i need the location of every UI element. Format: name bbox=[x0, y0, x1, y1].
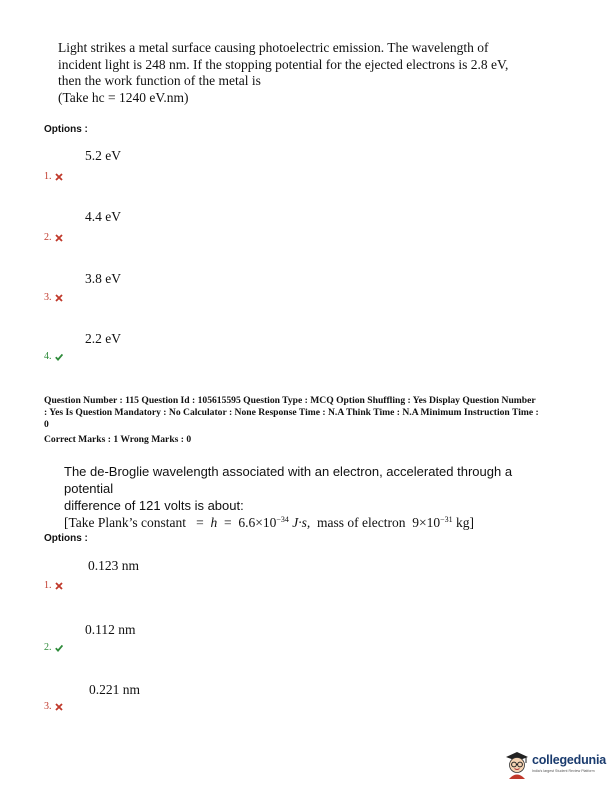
question-1-line: incident light is 248 nm. If the stopping potential for the ejected electrons is 2.8 eV, bbox=[58, 56, 509, 72]
logo-name: collegedunia bbox=[532, 753, 607, 767]
question-1-text bbox=[58, 40, 548, 106]
wrong-mark-icon bbox=[55, 173, 63, 181]
correct-check-icon bbox=[55, 644, 63, 652]
options-label: Options : bbox=[44, 533, 88, 544]
option-text[interactable]: 0.123 nm bbox=[88, 558, 140, 573]
options-label: Options : bbox=[44, 124, 88, 135]
option-number: 1. bbox=[44, 580, 63, 591]
option-number: 4. bbox=[44, 351, 63, 362]
option-text[interactable]: 0.112 nm bbox=[85, 622, 136, 637]
question-2-text bbox=[64, 463, 564, 531]
question-2-line: difference of 121 volts is about: bbox=[64, 498, 244, 513]
option-text[interactable]: 0.221 nm bbox=[89, 682, 141, 697]
option-number: 3. bbox=[44, 292, 63, 303]
wrong-mark-icon bbox=[55, 294, 63, 302]
mascot-icon bbox=[504, 748, 530, 780]
question-meta bbox=[44, 395, 572, 446]
marks-info: Correct Marks : 1 Wrong Marks : 0 bbox=[44, 433, 192, 445]
logo-tagline: India's largest Student Review Platform bbox=[532, 769, 595, 773]
question-1-line: Light strikes a metal surface causing photoelectric emission. The wavelength of bbox=[58, 40, 489, 55]
option-number: 2. bbox=[44, 232, 63, 243]
wrong-mark-icon bbox=[55, 703, 63, 711]
meta-line: : Yes Is Question Mandatory : No Calculator : None Response Time : N.A Think Time : N.A Minimum Instruction Time : bbox=[44, 407, 539, 419]
question-1-line: (Take hc = 1240 eV.nm) bbox=[58, 89, 189, 105]
wrong-mark-icon bbox=[55, 234, 63, 242]
meta-line: Question Number : 115 Question Id : 105615595 Question Type : MCQ Option Shuffling : Yes Display Question Number bbox=[44, 395, 536, 406]
option-number: 2. bbox=[44, 642, 63, 653]
question-1-line: then the work function of the metal is bbox=[58, 73, 261, 88]
collegedunia-logo bbox=[504, 748, 608, 782]
option-text[interactable]: 4.4 eV bbox=[85, 209, 121, 224]
meta-line: 0 bbox=[44, 419, 49, 431]
option-number: 1. bbox=[44, 171, 63, 182]
question-2-line: The de-Broglie wavelength associated with an electron, accelerated through a potential bbox=[64, 464, 513, 496]
option-text[interactable]: 5.2 eV bbox=[85, 148, 121, 163]
option-text[interactable]: 2.2 eV bbox=[85, 331, 121, 346]
correct-check-icon bbox=[55, 353, 63, 361]
option-number: 3. bbox=[44, 701, 63, 712]
wrong-mark-icon bbox=[55, 582, 63, 590]
question-2-formula: [Take Plank’s constant = $h = 6.6\times 10^{-34}$ J·s, mass of electron $9\times 10^{-31}$ kg] bbox=[64, 515, 475, 530]
option-text[interactable]: 3.8 eV bbox=[85, 271, 121, 286]
